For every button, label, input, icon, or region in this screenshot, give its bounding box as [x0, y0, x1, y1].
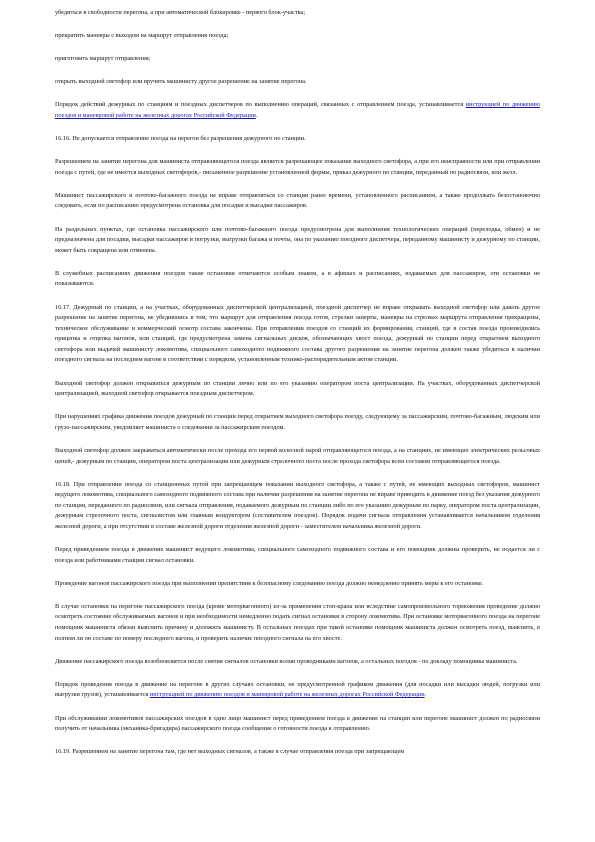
paragraph: Движение пассажирского поезда возобновляется после снятия сигналов остановки всеми проводниками вагонов, а остальных поездов - по докладу помощника машиниста. — [55, 657, 518, 665]
section-16-19: 16.19. Разрешением на занятие перегона там, где нет выходных сигналов, а также в случае отправления поезда при запрещающем — [55, 748, 405, 756]
paragraph: Проведение вагонов пассажирского поезда при выполнении препятствия к безопасному следованию поезда должно немедленно принять меры к его остановке. — [55, 579, 484, 587]
paragraph: Выходной светофор должен открываться дежурным по станции лично или по его указанию оператором поста централизации. На участках, оборудованных диспетчерской централизацией, выходной светофор открывается поездным диспетчером. — [55, 379, 540, 398]
paragraph: При обслуживании локомотивов пассажирских поездов в одно лицо машинист перед приведением поезда в движение на станции или перегоне машинист должен по радиосвязи получить от начальника (механика-бригадира) пассажирского поезда сообщение о готовности поезда к отправлению. — [55, 714, 540, 733]
paragraph — [55, 680, 540, 701]
paragraph: приготовить маршрут отправления; — [55, 55, 151, 63]
paragraph: Разрешением на занятие перегона для машиниста отправляющегося поезда является разрешающее показание выходного светофора, а при его неисправности или при отправлении поезда с путей, где не имеется выходных светофоров,- письменное разрешение установленной формы, приказ дежурного по станции, переданный по радиосвязи, или жезл. — [55, 158, 540, 176]
paragraph-text: Порядок проведения поезда в движение на перегоне в других случаях остановки, не предусмотренной графиком движения (для посадки или высадки людей, погрузки или выгрузки грузов), устанавливается — [55, 680, 540, 699]
paragraph: На раздельных пунктах, где остановка пассажирского или почтово-багажного поезда предусмотрена для выполнения технологических операций (перелодка, обмен) и не предназначена для посадки, высадки пассажиров и погрузки, выгрузки багажа и почты, она по указанию поездного диспетчера, переданному машинисту и дежурному по станции, может быть сокращена или отменена. — [55, 225, 540, 254]
section-16-16: 16.16. Не допускается отправление поезда на перегон без разрешения дежурного по станции. — [55, 135, 306, 143]
paragraph: Машинист пассажирского и почтово-багажного поезда не вправе отправляться со станции ранее времени, установленного расписанием, а также продолжать безостановочно следовать, если по расписанию предусмотрена остановка для посадки и высадки пассажиров. — [55, 191, 540, 210]
paragraph — [55, 100, 540, 121]
paragraph: При нарушениях графика движения поездов дежурный по станции перед открытием выходного светофора поезду, следующему за пассажирским, почтово-багажным, людским или грузо-пассажирским, уведомляет машиниста о следовании за пассажирским поездом. — [55, 413, 540, 431]
paragraph: В случае остановки на перегоне пассажирского поезда (кроме моторвагонного) из-за применения стоп-крана или вследствие самопроизвольного торможения проведение должно осмотреть состояние обслуживаемых вагонов и при необходимости немедленно подать сигнал остановки в сторону локомотива. При остановке моторвагонного поезда на перегоне помощник машиниста обязан выяснить причину и доложить машинисту. В остальных поездах при такой остановке помощник машиниста должен осмотреть поезд, выяснить, в полном ли он составе по номеру последнего вагона, и проверить наличие поездного сигнала на его хвосте. — [55, 602, 540, 642]
paragraph: прекратить маневры с выходом на маршрут отправления поезда; — [55, 32, 229, 40]
paragraph-text: . — [424, 691, 427, 699]
paragraph-text: . — [255, 111, 258, 119]
instruction-link[interactable]: инструкцией по движению поездов и маневровой работе на железных дорогах Российской Федерации — [55, 101, 540, 119]
paragraph-text: Порядок действий дежурных по станциям и поездных диспетчеров по выполнению операций, связанных с отправлением поезда, устанавливается — [55, 101, 466, 109]
paragraph: убедиться в свободности перегона, а при автоматической блокировке - первого блок-участка; — [55, 9, 306, 16]
section-16-17: 16.17. Дежурный по станции, а на участках, оборудованных диспетчерской централизацией, поездной диспетчер не вправе открывать выходной светофор или давать другое разрешение на занятие перегона, не убедившись в том, что маршрут для отправления поезда готов, стрелки заперты, маневры на стрелках маршрута отправления прекращены, техническое обслуживание и коммерческий осмотр состава закончены. При отправлении поездов со станций их формирования, станций, где в состав поезда производились прицепка и отцепка вагонов, или станций, где предусмотрена замена сигнальных дисков, обозначающих хвост поезда, дежурный по станции перед открытием выходного светофора или выдачей машинисту локомотива, специального самоходного подвижного состава другого разрешения на занятие перегона должен также убедиться в наличии поездного сигнала на последнем вагоне в соответствии с порядком, установленным технико-распорядительным актом станции. — [55, 303, 540, 364]
instruction-link[interactable]: инструкцией по движению поездов и маневровой работе на железных дорогах Российской Федерации — [149, 691, 425, 699]
paragraph: Перед приведением поезда в движение машинист ведущего локомотива, специального самоходного подвижного состава и его помощник должны проверить, не подается ли с поезда или работниками станции сигнал остановки. — [55, 546, 540, 564]
paragraph: В служебных расписаниях движения поездов такие остановки отмечаются особым знаком, а в афишах и расписаниях, издаваемых для пассажиров, эти остановки не показываются. — [55, 269, 540, 288]
section-16-18: 16.18. При отправлении поезда со станционных путей при запрещающем показании выходного светофора, а также с путей, не имеющих выходных светофоров, машинист ведущего локомотива, специального самоходного подвижного состава при наличии разрешения на занятие перегона не вправе приводить в движение поезд без указания дежурного по станции, переданного по радиосвязи, или сигнала отправления, подаваемого дежурным по станции либо по его указанию дежурным по парку, оператором поста централизации, дежурным стрелочного поста, сигналистом или главным кондуктором (составителем поездов). Порядок подачи сигнала отправления устанавливается начальником отделения железной дороги, а при отсутствии в составе железной дороги отделения железной дороги - заместителем начальника железной дороги. — [55, 480, 540, 530]
paragraph: Выходной светофор должен закрываться автоматически после прохода его первой колесной парой отправляющегося поезда, а на станциях, не имеющих электрических рельсовых цепей,- дежурным по станции, оператором поста централизации или дежурным стрелочного поста после прохода светофора всем составом отправляющегося поезда. — [55, 446, 540, 465]
paragraph: открыть выходной светофор или вручить машинисту другое разрешение на занятие перегона. — [55, 78, 307, 86]
